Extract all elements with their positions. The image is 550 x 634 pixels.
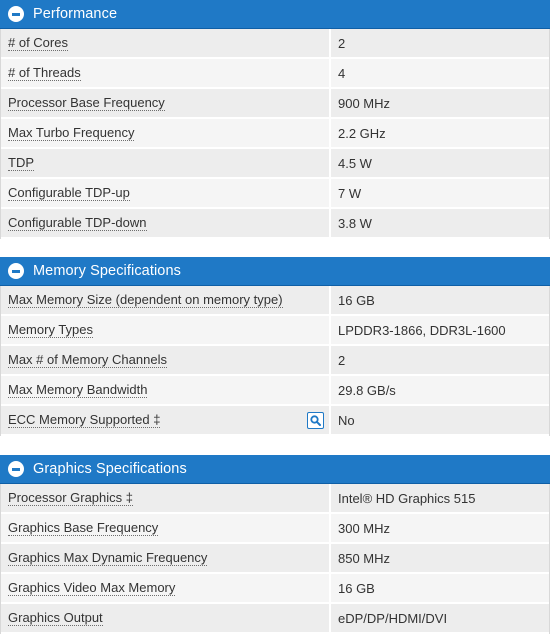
- spec-label: Max Memory Size (dependent on memory type): [1, 286, 331, 314]
- spec-row-memory-types: [1, 316, 549, 346]
- spec-label: Configurable TDP-down: [1, 209, 331, 237]
- spec-label: Graphics Output: [1, 604, 331, 632]
- spec-value: 2: [338, 35, 346, 51]
- section-title: Performance: [33, 6, 118, 22]
- spec-row-cores: [1, 29, 549, 59]
- spec-value: 850 MHz: [338, 550, 391, 566]
- spec-row-threads: [1, 59, 549, 89]
- performance-section: [0, 0, 550, 239]
- spec-value: 2: [338, 352, 346, 368]
- spec-label: # of Cores: [1, 29, 331, 57]
- spec-row-ecc-memory: [1, 406, 549, 436]
- spec-row-graphics-base-frequency: [1, 514, 549, 544]
- spec-table: [0, 29, 550, 239]
- spec-row-turbo-frequency: [1, 119, 549, 149]
- spec-value: 7 W: [338, 185, 362, 201]
- spec-label: Processor Base Frequency: [1, 89, 331, 117]
- spec-row-tdp: [1, 149, 549, 179]
- spec-row-graphics-max-frequency: [1, 544, 549, 574]
- spec-row-max-memory-size: [1, 286, 549, 316]
- spec-label: Processor Graphics ‡: [1, 484, 331, 512]
- spec-row-processor-graphics: [1, 484, 549, 514]
- spec-row-graphics-output: [1, 604, 549, 634]
- spec-value: 2.2 GHz: [338, 125, 386, 141]
- search-button[interactable]: [307, 412, 324, 429]
- performance-header[interactable]: [0, 0, 550, 29]
- spec-value: 29.8 GB/s: [338, 382, 396, 398]
- spec-label: ECC Memory Supported ‡: [1, 406, 331, 434]
- spec-value: Intel® HD Graphics 515: [338, 490, 476, 506]
- spec-label: Configurable TDP-up: [1, 179, 331, 207]
- spec-label: Memory Types: [1, 316, 331, 344]
- memory-section: [0, 257, 550, 436]
- spec-row-base-frequency: [1, 89, 549, 119]
- spec-value: 16 GB: [338, 580, 375, 596]
- spec-value: No: [338, 412, 355, 428]
- spec-table: [0, 484, 550, 634]
- spec-label: Max Memory Bandwidth: [1, 376, 331, 404]
- collapse-icon[interactable]: [8, 6, 24, 22]
- spec-value: 4.5 W: [338, 155, 372, 171]
- spec-label: Graphics Max Dynamic Frequency: [1, 544, 331, 572]
- spec-value: 3.8 W: [338, 215, 372, 231]
- spec-label: Graphics Base Frequency: [1, 514, 331, 542]
- spec-value: 16 GB: [338, 292, 375, 308]
- spec-label: # of Threads: [1, 59, 331, 87]
- spec-value: 300 MHz: [338, 520, 391, 536]
- spec-label: Graphics Video Max Memory: [1, 574, 331, 602]
- spec-row-graphics-video-memory: [1, 574, 549, 604]
- collapse-icon[interactable]: [8, 461, 24, 477]
- spec-row-tdp-up: [1, 179, 549, 209]
- section-title: Graphics Specifications: [33, 461, 187, 477]
- memory-header[interactable]: [0, 257, 550, 286]
- graphics-section: [0, 455, 550, 634]
- spec-label: Max # of Memory Channels: [1, 346, 331, 374]
- spec-value: LPDDR3-1866, DDR3L-1600: [338, 322, 506, 338]
- graphics-header[interactable]: [0, 455, 550, 484]
- spec-row-memory-bandwidth: [1, 376, 549, 406]
- spec-label: Max Turbo Frequency: [1, 119, 331, 147]
- collapse-icon[interactable]: [8, 263, 24, 279]
- section-title: Memory Specifications: [33, 263, 181, 279]
- magnifier-icon: [310, 415, 321, 426]
- spec-value: 900 MHz: [338, 95, 391, 111]
- spec-value: 4: [338, 65, 346, 81]
- spec-row-memory-channels: [1, 346, 549, 376]
- spec-table: [0, 286, 550, 436]
- spec-label: TDP: [1, 149, 331, 177]
- spec-value: eDP/DP/HDMI/DVI: [338, 610, 448, 626]
- spec-row-tdp-down: [1, 209, 549, 239]
